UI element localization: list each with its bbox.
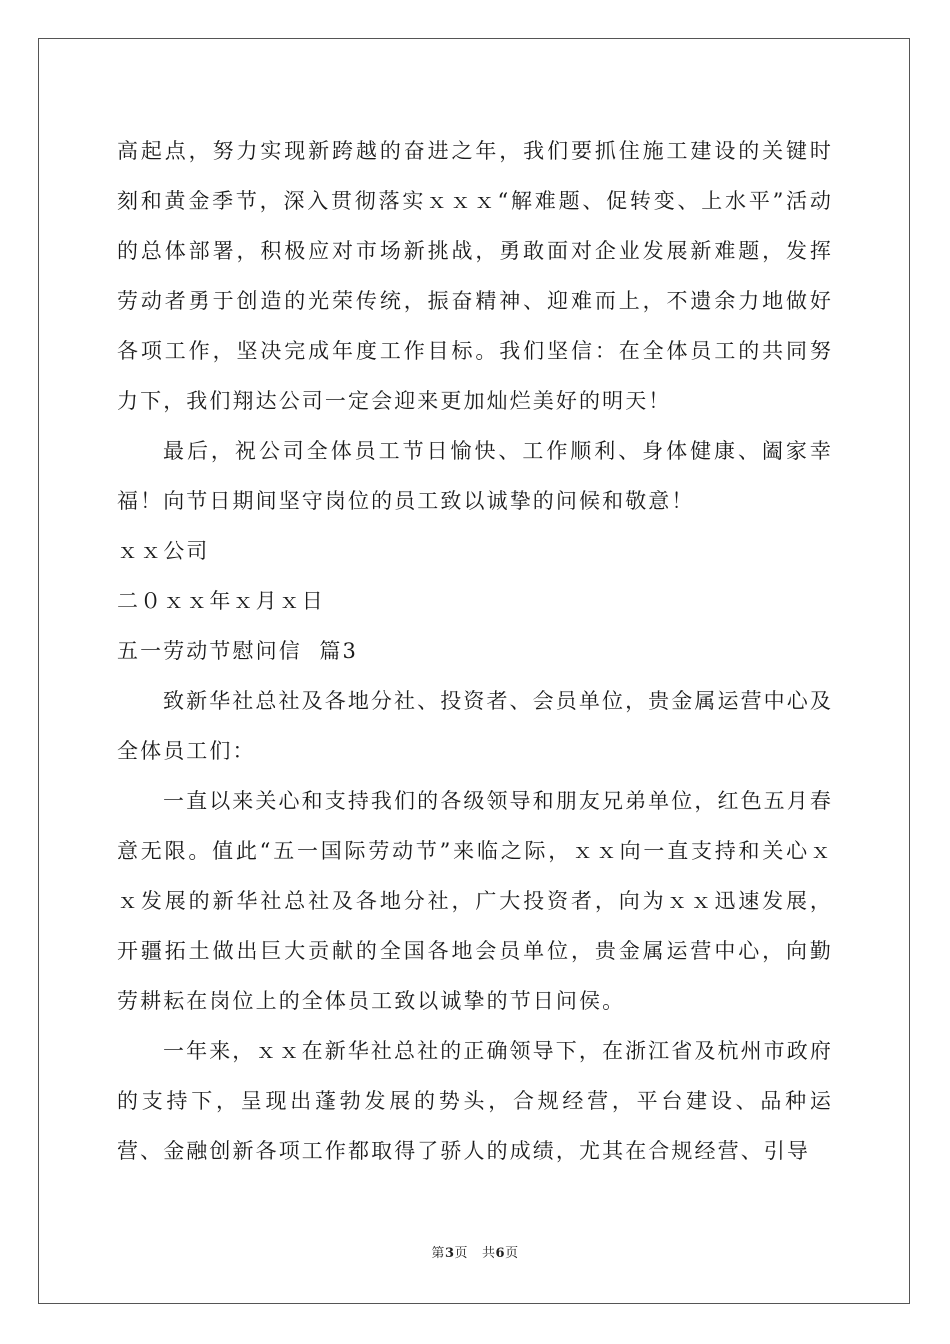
current-page-number: 3	[444, 1246, 455, 1261]
paragraph-salutation: 致新华社总社及各地分社、投资者、会员单位，贵金属运营中心及全体员工们：	[117, 689, 833, 763]
page-footer	[0, 1246, 950, 1262]
paragraph-closing-wishes: 最后，祝公司全体员工节日愉快、工作顺利、身体健康、阖家幸福！向节日期间坚守岗位的员工致以诚挚的问候和敬意！	[117, 439, 833, 513]
page-suffix: 页	[454, 1246, 468, 1261]
document-body	[117, 126, 833, 1176]
total-page-number: 6	[495, 1246, 506, 1261]
section-heading: 五一劳动节慰问信 篇3	[117, 639, 358, 663]
signature-date: 二０ｘｘ年ｘ月ｘ日	[117, 589, 325, 613]
page-prefix: 第	[431, 1246, 445, 1261]
signature-company: ｘｘ公司	[117, 539, 210, 563]
total-prefix: 共	[482, 1246, 496, 1261]
paragraph-review: 一年来，ｘｘ在新华社总社的正确领导下，在浙江省及杭州市政府的支持下，呈现出蓬勃发展的势头，合规经营，平台建设、品种运营、金融创新各项工作都取得了骄人的成绩，尤其在合规经营、引导	[117, 1039, 833, 1163]
paragraph-greeting: 一直以来关心和支持我们的各级领导和朋友兄弟单位，红色五月春意无限。值此“五一国际劳动节”来临之际，ｘｘ向一直支持和关心ｘｘ发展的新华社总社及各地分社，广大投资者，向为ｘｘ迅速发展，开疆拓土做出巨大贡献的全国各地会员单位，贵金属运营中心，向勤劳耕耘在岗位上的全体员工致以诚挚的节日问侯。	[117, 789, 833, 1013]
total-suffix: 页	[505, 1246, 519, 1261]
paragraph-continuation: 高起点，努力实现新跨越的奋进之年，我们要抓住施工建设的关键时刻和黄金季节，深入贯彻落实ｘｘｘ“解难题、促转变、上水平”活动的总体部署，积极应对市场新挑战，勇敢面对企业发展新难题，发挥劳动者勇于创造的光荣传统，振奋精神、迎难而上，不遗余力地做好各项工作，坚决完成年度工作目标。我们坚信：在全体员工的共同努力下，我们翔达公司一定会迎来更加灿烂美好的明天！	[117, 139, 833, 413]
